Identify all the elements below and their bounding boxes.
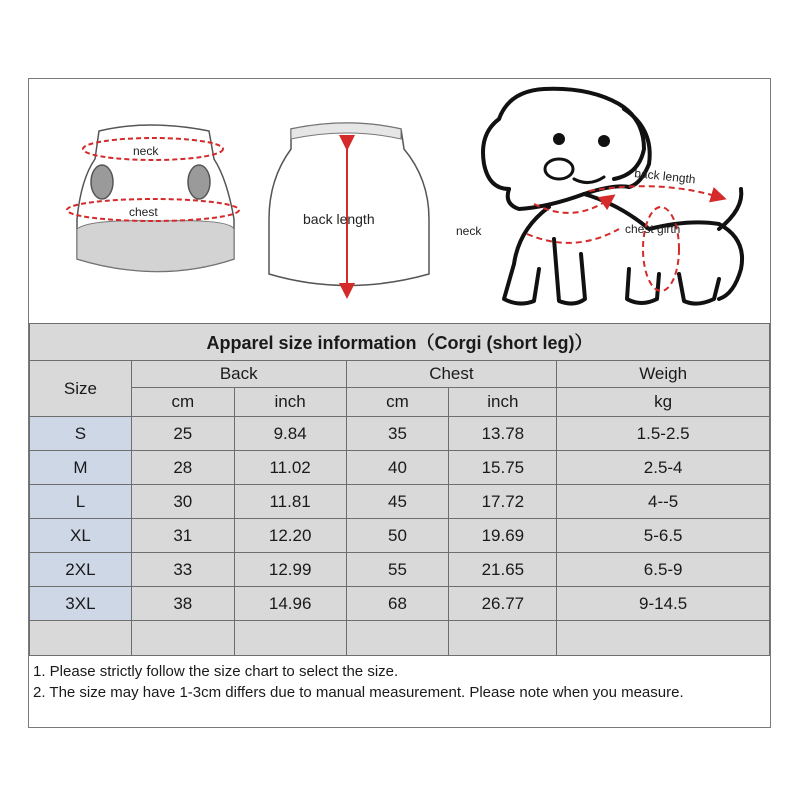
- note-line: 1. Please strictly follow the size chart to select the size.: [33, 663, 399, 680]
- dog-back-length-label: back length: [633, 166, 697, 187]
- chest-header: Chest: [346, 361, 557, 388]
- back-inch-cell: 12.99: [234, 553, 346, 587]
- back-cm-cell: 25: [131, 417, 234, 451]
- weigh-unit-header: kg: [557, 388, 770, 417]
- back-inch-cell: 14.96: [234, 587, 346, 621]
- chest-cm-cell: 55: [346, 553, 449, 587]
- back-header: Back: [131, 361, 346, 388]
- chest-cm-cell: 45: [346, 485, 449, 519]
- back-inch-cell: 9.84: [234, 417, 346, 451]
- chest-inch-cell: 21.65: [449, 553, 557, 587]
- back-inch-cell: 11.02: [234, 451, 346, 485]
- size-header: Size: [30, 361, 132, 417]
- vest-back-length-label: back length: [303, 211, 375, 227]
- back-cm-cell: 38: [131, 587, 234, 621]
- table-row: [30, 587, 770, 621]
- size-cell: XL: [30, 519, 132, 553]
- vest-front-drawing: [67, 125, 239, 272]
- chest-inch-cell: 13.78: [449, 417, 557, 451]
- weight-cell: 9-14.5: [557, 587, 770, 621]
- size-cell: M: [30, 451, 132, 485]
- blank-cell: [131, 621, 234, 656]
- chest-inch-cell: 26.77: [449, 587, 557, 621]
- back-inch-cell: 11.81: [234, 485, 346, 519]
- dog-chest-girth-label: chest girth: [625, 222, 681, 236]
- table-unit-row: [30, 388, 770, 417]
- chest-cm-cell: 50: [346, 519, 449, 553]
- table-row: [30, 485, 770, 519]
- back-inch-cell: 12.20: [234, 519, 346, 553]
- chest-cm-header: cm: [346, 388, 449, 417]
- chest-inch-cell: 15.75: [449, 451, 557, 485]
- blank-cell: [30, 621, 132, 656]
- note-line: 2. The size may have 1-3cm differs due to manual measurement. Please note when you measure.: [33, 684, 684, 701]
- size-cell: 3XL: [30, 587, 132, 621]
- table-blank-row: [30, 621, 770, 656]
- dog-drawing: [483, 89, 742, 304]
- back-cm-cell: 28: [131, 451, 234, 485]
- table-header-row: [30, 361, 770, 388]
- table-row: [30, 553, 770, 587]
- illustration-svg: [29, 79, 770, 321]
- table-title: Apparel size information（Corgi (short leg)）: [30, 324, 770, 361]
- weigh-header: Weigh: [557, 361, 770, 388]
- chest-inch-header: inch: [449, 388, 557, 417]
- back-cm-cell: 30: [131, 485, 234, 519]
- dog-neck-label: neck: [456, 224, 482, 238]
- size-cell: 2XL: [30, 553, 132, 587]
- table-row: [30, 417, 770, 451]
- back-cm-header: cm: [131, 388, 234, 417]
- blank-cell: [346, 621, 449, 656]
- chest-cm-cell: 35: [346, 417, 449, 451]
- vest-chest-label: chest: [129, 205, 158, 219]
- notes-section: [29, 657, 770, 727]
- blank-cell: [234, 621, 346, 656]
- blank-cell: [449, 621, 557, 656]
- size-table: [29, 323, 770, 656]
- size-chart-frame: [28, 78, 771, 728]
- weight-cell: 1.5-2.5: [557, 417, 770, 451]
- back-cm-cell: 33: [131, 553, 234, 587]
- size-cell: S: [30, 417, 132, 451]
- weight-cell: 6.5-9: [557, 553, 770, 587]
- table-title-row: [30, 324, 770, 361]
- vest-back-drawing: [269, 123, 429, 291]
- chest-inch-cell: 19.69: [449, 519, 557, 553]
- back-inch-header: inch: [234, 388, 346, 417]
- table-row: [30, 519, 770, 553]
- weight-cell: 2.5-4: [557, 451, 770, 485]
- vest-neck-label: neck: [133, 144, 159, 158]
- chest-cm-cell: 68: [346, 587, 449, 621]
- weight-cell: 4--5: [557, 485, 770, 519]
- back-cm-cell: 31: [131, 519, 234, 553]
- blank-cell: [557, 621, 770, 656]
- weight-cell: 5-6.5: [557, 519, 770, 553]
- chest-inch-cell: 17.72: [449, 485, 557, 519]
- table-row: [30, 451, 770, 485]
- chest-cm-cell: 40: [346, 451, 449, 485]
- measurement-illustration: [29, 79, 770, 321]
- size-cell: L: [30, 485, 132, 519]
